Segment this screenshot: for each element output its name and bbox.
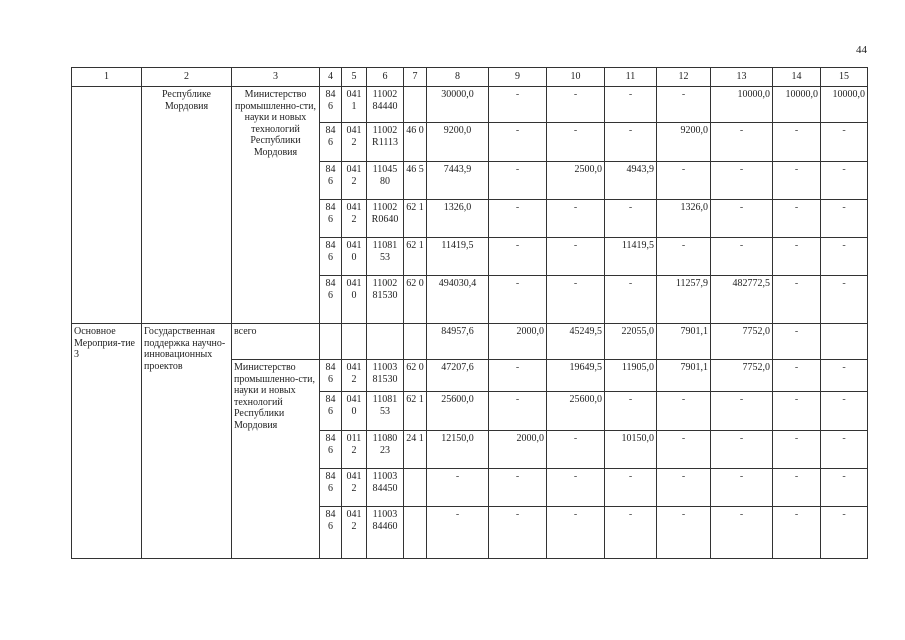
table-cell: 4943,9 (605, 162, 657, 200)
table-cell: 2500,0 (547, 162, 605, 200)
table-cell (342, 324, 367, 360)
column-header: 2 (142, 68, 232, 87)
table-cell: - (821, 200, 868, 238)
table-cell: 62 0 (404, 360, 427, 392)
table-cell: - (605, 469, 657, 507)
table-cell: - (657, 431, 711, 469)
table-cell: - (773, 123, 821, 162)
table-cell: всего (232, 324, 320, 360)
table-cell: - (773, 360, 821, 392)
table-cell: - (711, 392, 773, 431)
table-cell (821, 324, 868, 360)
table-cell: 46 5 (404, 162, 427, 200)
table-cell: 11002 84440 (367, 87, 404, 123)
table-cell: 10000,0 (773, 87, 821, 123)
table-cell: - (773, 469, 821, 507)
table-cell: - (605, 123, 657, 162)
table-cell: - (821, 392, 868, 431)
table-cell: - (773, 392, 821, 431)
column-header: 7 (404, 68, 427, 87)
column-header: 4 (320, 68, 342, 87)
table-cell: 11080 23 (367, 431, 404, 469)
table-cell: 62 1 (404, 200, 427, 238)
table-cell: 11419,5 (427, 238, 489, 276)
table-cell: 041 0 (342, 238, 367, 276)
table-cell: 25600,0 (427, 392, 489, 431)
table-cell: - (821, 276, 868, 324)
table-cell: 84 6 (320, 238, 342, 276)
table-cell: Основное Мероприя-тие 3 (72, 324, 142, 559)
table-cell: 19649,5 (547, 360, 605, 392)
table-cell: 041 2 (342, 469, 367, 507)
table-cell: - (773, 200, 821, 238)
table-cell: - (605, 87, 657, 123)
table-cell: - (489, 392, 547, 431)
table-cell: 11419,5 (605, 238, 657, 276)
table-cell: 11002 R0640 (367, 200, 404, 238)
table-cell: 62 0 (404, 276, 427, 324)
column-header: 1 (72, 68, 142, 87)
table-cell: 011 2 (342, 431, 367, 469)
table-cell: - (547, 469, 605, 507)
table-cell (404, 87, 427, 123)
table-cell: - (711, 238, 773, 276)
table-cell: - (547, 238, 605, 276)
table-cell: 25600,0 (547, 392, 605, 431)
table-cell: - (657, 392, 711, 431)
table-cell: - (547, 507, 605, 559)
table-cell (72, 87, 142, 324)
table-cell: Республике Мордовия (142, 87, 232, 324)
table-cell: - (489, 238, 547, 276)
table-cell: - (821, 162, 868, 200)
table-cell: 30000,0 (427, 87, 489, 123)
budget-table (71, 67, 868, 559)
page-number: 44 (856, 44, 867, 56)
table-cell: 7443,9 (427, 162, 489, 200)
table-cell: 041 0 (342, 276, 367, 324)
table-cell: - (773, 324, 821, 360)
table-cell: 9200,0 (427, 123, 489, 162)
table-cell: 84 6 (320, 123, 342, 162)
table-cell: - (711, 162, 773, 200)
table-cell: - (605, 200, 657, 238)
table-cell: 11081 53 (367, 392, 404, 431)
table-cell: 482772,5 (711, 276, 773, 324)
table-cell: 7752,0 (711, 324, 773, 360)
table-cell: - (773, 276, 821, 324)
table-cell: 11081 53 (367, 238, 404, 276)
table-cell: 10150,0 (605, 431, 657, 469)
table-cell: 7901,1 (657, 360, 711, 392)
table-cell: - (657, 469, 711, 507)
table-cell: - (711, 469, 773, 507)
table-cell: - (821, 123, 868, 162)
table-cell: - (605, 507, 657, 559)
table-cell: 84 6 (320, 469, 342, 507)
table-cell: 11003 81530 (367, 360, 404, 392)
table-cell: - (489, 200, 547, 238)
table-cell: - (711, 507, 773, 559)
table-cell: - (773, 431, 821, 469)
table-cell: 11003 84450 (367, 469, 404, 507)
table-cell: 9200,0 (657, 123, 711, 162)
table-cell: 041 2 (342, 507, 367, 559)
table-cell: 7752,0 (711, 360, 773, 392)
table-cell: - (489, 276, 547, 324)
table-cell: - (821, 360, 868, 392)
table-cell: - (547, 123, 605, 162)
table-cell: - (657, 238, 711, 276)
table-cell: - (489, 162, 547, 200)
table-cell: - (427, 507, 489, 559)
table-cell: 12150,0 (427, 431, 489, 469)
table-cell: 1326,0 (427, 200, 489, 238)
table-cell: 041 2 (342, 123, 367, 162)
table-cell: - (489, 469, 547, 507)
table-cell: 84 6 (320, 276, 342, 324)
table-cell: 041 2 (342, 162, 367, 200)
table-cell: Министерство промышленно-сти, науки и новых технологий Республики Мордовия (232, 360, 320, 559)
table-cell: 46 0 (404, 123, 427, 162)
table-cell: 1326,0 (657, 200, 711, 238)
table-cell: 22055,0 (605, 324, 657, 360)
table-cell: 84 6 (320, 431, 342, 469)
table-cell: 2000,0 (489, 324, 547, 360)
table-cell (320, 324, 342, 360)
table-cell: 10000,0 (711, 87, 773, 123)
table-cell: - (489, 360, 547, 392)
table-cell: 84 6 (320, 392, 342, 431)
table-cell: 494030,4 (427, 276, 489, 324)
table-cell: - (821, 238, 868, 276)
table-cell: 041 2 (342, 360, 367, 392)
table-cell: - (547, 431, 605, 469)
table-row (72, 87, 868, 123)
column-header: 3 (232, 68, 320, 87)
table-cell: - (711, 431, 773, 469)
table-cell: - (657, 162, 711, 200)
table-cell: - (657, 87, 711, 123)
table-cell: 62 1 (404, 238, 427, 276)
table-cell: - (711, 123, 773, 162)
table-cell: - (773, 162, 821, 200)
table-cell: - (773, 238, 821, 276)
header-row (72, 68, 868, 87)
table-cell: 041 0 (342, 392, 367, 431)
table-cell: - (773, 507, 821, 559)
table-cell: - (605, 276, 657, 324)
table-cell: 10000,0 (821, 87, 868, 123)
table-cell: 47207,6 (427, 360, 489, 392)
table-cell: - (489, 87, 547, 123)
column-header: 11 (605, 68, 657, 87)
table-cell: - (547, 200, 605, 238)
column-header: 9 (489, 68, 547, 87)
table-cell: - (605, 392, 657, 431)
table-cell (367, 324, 404, 360)
table-cell: 041 2 (342, 200, 367, 238)
table-cell: 84 6 (320, 87, 342, 123)
table-cell (404, 469, 427, 507)
table-cell (404, 324, 427, 360)
table-cell: 84 6 (320, 200, 342, 238)
table-cell: 84 6 (320, 360, 342, 392)
table-cell: 84957,6 (427, 324, 489, 360)
table-cell: - (657, 507, 711, 559)
table-cell: 041 1 (342, 87, 367, 123)
column-header: 8 (427, 68, 489, 87)
table-cell: - (427, 469, 489, 507)
table-cell: 84 6 (320, 507, 342, 559)
table-cell: 11045 80 (367, 162, 404, 200)
table-cell: 24 1 (404, 431, 427, 469)
table-cell: - (489, 507, 547, 559)
table-cell: - (821, 507, 868, 559)
column-header: 6 (367, 68, 404, 87)
table-cell: - (711, 200, 773, 238)
table-cell: 7901,1 (657, 324, 711, 360)
table-cell: - (821, 469, 868, 507)
table-row (72, 324, 868, 360)
column-header: 13 (711, 68, 773, 87)
table-cell: 11257,9 (657, 276, 711, 324)
table-cell: - (489, 123, 547, 162)
table-cell: 45249,5 (547, 324, 605, 360)
table-cell: - (547, 276, 605, 324)
table-cell: 11003 84460 (367, 507, 404, 559)
table-cell: Министерство промышленно-сти, науки и новых технологий Республики Мордовия (232, 87, 320, 324)
table-cell: 11002 R1113 (367, 123, 404, 162)
table-cell: - (547, 87, 605, 123)
column-header: 12 (657, 68, 711, 87)
column-header: 5 (342, 68, 367, 87)
table-cell: 84 6 (320, 162, 342, 200)
table-cell: 11002 81530 (367, 276, 404, 324)
table-cell (404, 507, 427, 559)
column-header: 14 (773, 68, 821, 87)
table-cell: 11905,0 (605, 360, 657, 392)
table-cell: 62 1 (404, 392, 427, 431)
column-header: 15 (821, 68, 868, 87)
table-cell: 2000,0 (489, 431, 547, 469)
column-header: 10 (547, 68, 605, 87)
table-cell: Государственная поддержка научно-инновационных проектов (142, 324, 232, 559)
table-cell: - (821, 431, 868, 469)
